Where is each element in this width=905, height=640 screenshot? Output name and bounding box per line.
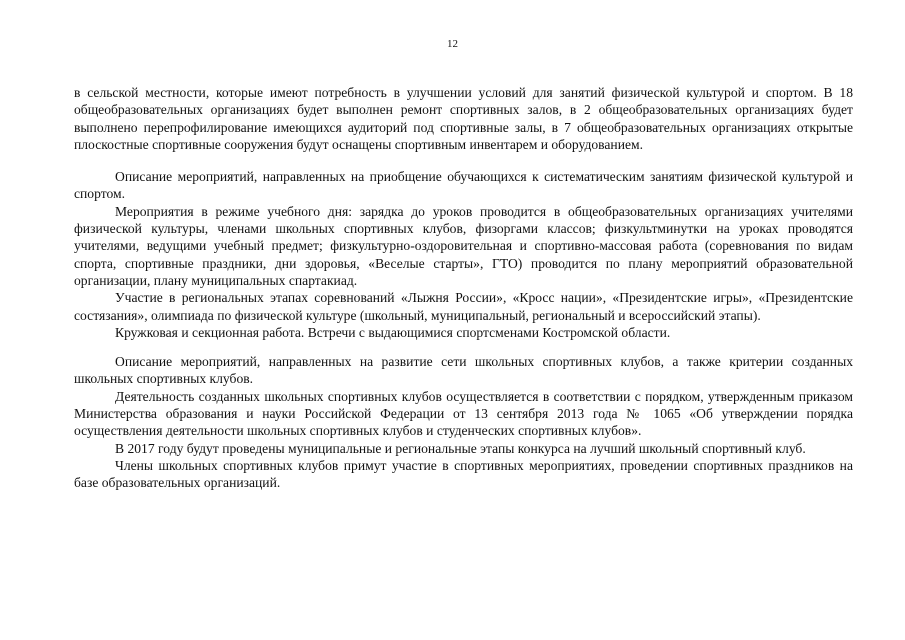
paragraph-heading-sport-activities: Описание мероприятий, направленных на приобщение обучающихся к систематическим занятиям физической культурой и спортом. — [74, 169, 853, 202]
paragraph-heading-club-network: Описание мероприятий, направленных на развитие сети школьных спортивных клубов, а также критерии созданных школьных спортивных клубов. — [74, 354, 853, 387]
page-number: 12 — [447, 38, 458, 50]
paragraph-club-contest: В 2017 году будут проведены муниципальные и региональные этапы конкурса на лучший школьный спортивный клуб. — [115, 440, 806, 456]
paragraph-club-regulation: Деятельность созданных школьных спортивных клубов осуществляется в соответствии с порядком, утвержденным приказом Министерства образования и науки Российской Федерации от 13 сентября 2013 года № 1065 «Об утверждении порядка осуществления деятельности школьных спортивных клубов и студенческих спортивных клубов». — [74, 388, 853, 439]
paragraph-club-members: Члены школьных спортивных клубов примут участие в спортивных мероприятиях, проведении спортивных праздников на базе образовательных организаций. — [74, 457, 853, 491]
document-body — [74, 84, 853, 492]
paragraph-regional-competitions: Участие в региональных этапах соревнований «Лыжня России», «Кросс нации», «Президентские игры», «Президентские состязания», олимпиада по физической культуре (школьный, муниципальный, региональный и всероссийский этапы). — [74, 290, 853, 323]
paragraph-continuation: в сельской местности, которые имеют потребность в улучшении условий для занятий физической культурой и спортом. В 18 общеобразовательных организациях будет выполнен ремонт спортивных залов, в 2 общеобразовательных организациях будет выполнено перепрофилирование имеющихся аудиторий под спортивные залы, в 7 общеобразовательных организациях открытые плоскостные спортивные сооружения будут оснащены спортивным инвентарем и оборудованием. — [74, 85, 853, 152]
paragraph-club-work: Кружковая и секционная работа. Встречи с выдающимися спортсменами Костромской области. — [115, 324, 671, 340]
paragraph-school-day-activities: Мероприятия в режиме учебного дня: зарядка до уроков проводится в общеобразовательных организациях учителями физической культуры, членами школьных спортивных клубов, физоргами классов; физкультминутки на уроках проводятся учителями, ведущими учебный предмет; физкультурно-оздоровительная и спортивно-массовая работа (соревнования по видам спорта, спортивные праздники, дни здоровья, «Веселые старты», ГТО) проводится по плану мероприятий образовательной организации, плану муниципальных спартакиад. — [74, 203, 853, 288]
